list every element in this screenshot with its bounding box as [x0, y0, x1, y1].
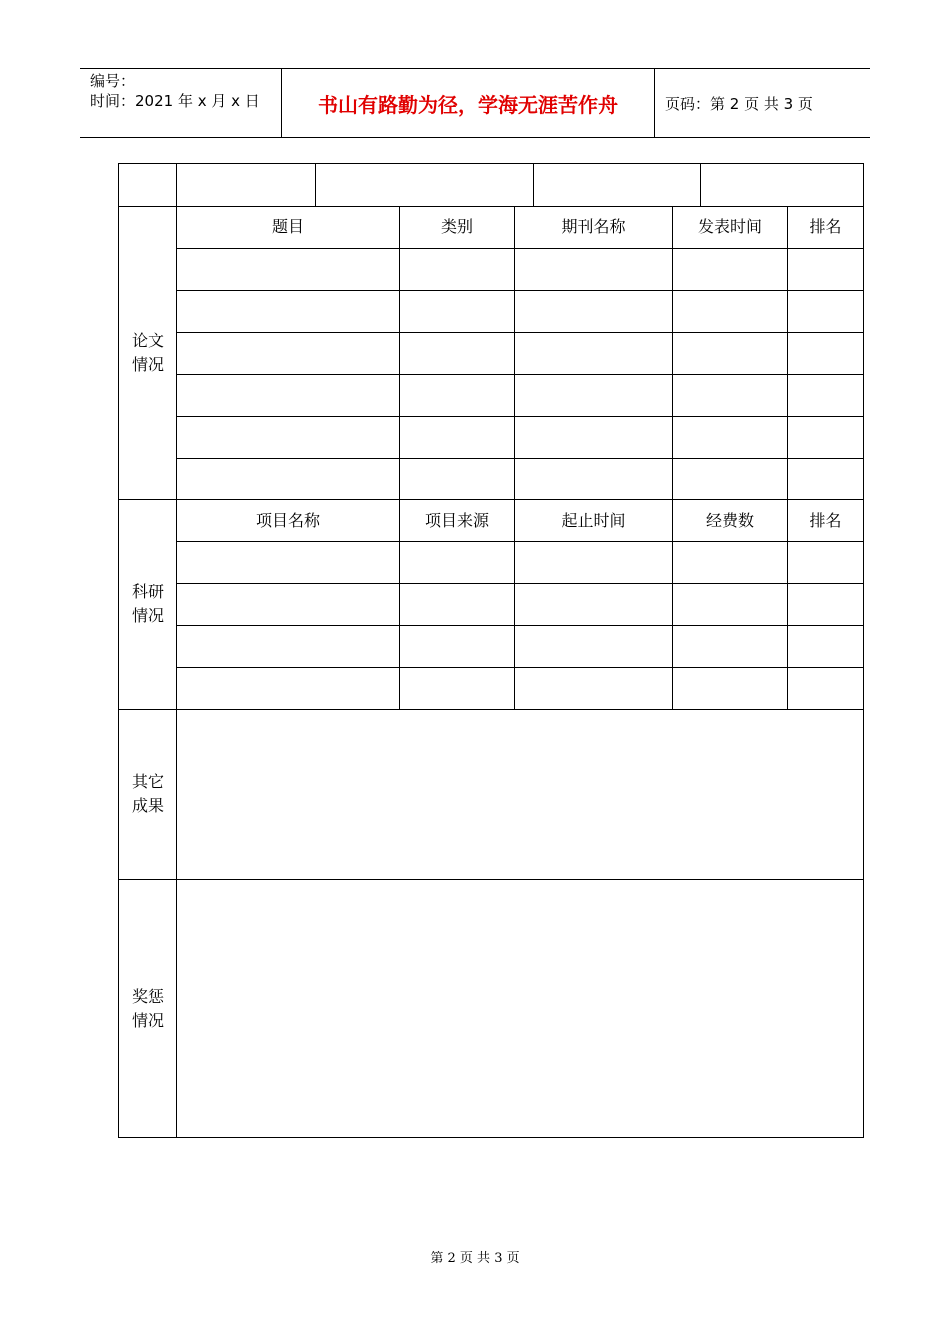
resume-form-table: [118, 163, 864, 1138]
table-divider: [315, 164, 316, 206]
column-header: 类别: [440, 217, 473, 236]
column-header: 起止时间: [561, 511, 626, 530]
table-divider: [672, 206, 673, 709]
page-footer: 第 2 页 共 3 页: [430, 1251, 520, 1266]
table-divider: [399, 206, 400, 709]
column-header: 发表时间: [697, 217, 762, 236]
label-line: 其它: [131, 772, 164, 791]
label-line: 情况: [131, 606, 164, 625]
column-header: 排名: [809, 217, 842, 236]
column-header: 排名: [809, 511, 842, 530]
table-divider: [176, 583, 863, 584]
table-divider: [176, 667, 863, 668]
table-divider: [787, 206, 788, 709]
header-meta: [90, 71, 260, 111]
header-page-info: 页码：第 2 页 共 3 页: [665, 95, 813, 113]
label-line: 成果: [131, 796, 164, 815]
column-header: 项目名称: [255, 511, 320, 530]
table-divider: [176, 374, 863, 375]
number-label: 编号：: [90, 72, 136, 90]
column-header: 经费数: [705, 511, 754, 530]
table-divider: [176, 416, 863, 417]
page-header: [80, 68, 870, 138]
table-divider: [176, 458, 863, 459]
label-line: 论文: [131, 331, 164, 350]
table-divider: [514, 206, 515, 709]
section-label-research: [119, 580, 177, 628]
column-header: 期刊名称: [561, 217, 626, 236]
label-line: 情况: [131, 355, 164, 374]
table-divider: [176, 625, 863, 626]
time-label: 时间：2021 年 x 月 x 日: [90, 92, 260, 110]
table-divider: [700, 164, 701, 206]
label-line: 科研: [131, 582, 164, 601]
label-line: 情况: [131, 1011, 164, 1030]
table-divider: [119, 879, 863, 880]
column-header: 项目来源: [424, 511, 489, 530]
section-label-other: [119, 770, 177, 818]
table-divider: [533, 164, 534, 206]
label-line: 奖惩: [131, 987, 164, 1006]
table-divider: [176, 332, 863, 333]
table-divider: [176, 248, 863, 249]
table-divider: [176, 290, 863, 291]
table-divider: [119, 709, 863, 710]
column-header: 题目: [271, 217, 304, 236]
header-motto: 书山有路勤为径，学海无涯苦作舟: [318, 92, 618, 117]
section-label-awards: [119, 985, 177, 1033]
section-label-papers: [119, 329, 177, 377]
header-divider: [654, 69, 655, 137]
